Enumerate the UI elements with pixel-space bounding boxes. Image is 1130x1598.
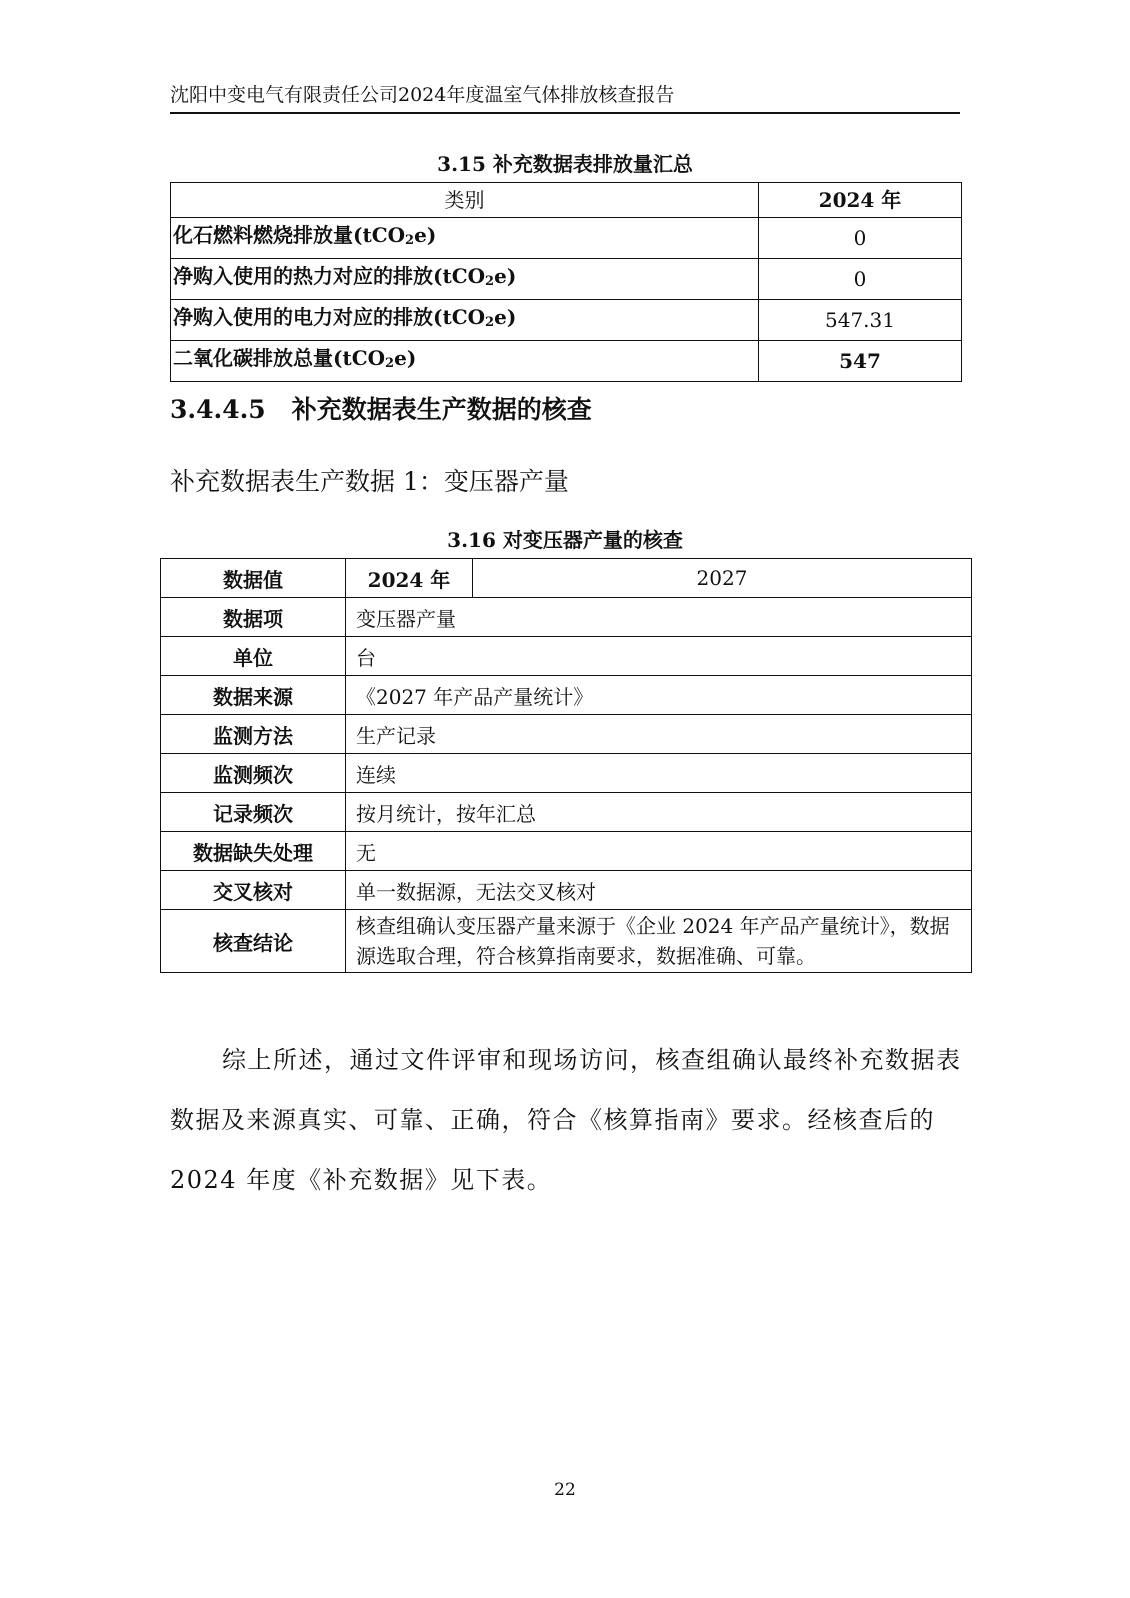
table-row	[171, 218, 962, 259]
row-label: 单位	[161, 637, 346, 676]
table-header-row	[171, 183, 962, 218]
table-row	[161, 832, 972, 871]
table-row	[161, 559, 972, 598]
table-row	[161, 715, 972, 754]
value-cell-total: 547	[759, 341, 962, 382]
value-cell: 单一数据源，无法交叉核对	[346, 871, 972, 910]
table-row-total	[171, 341, 962, 382]
section-heading	[170, 390, 592, 426]
page-header: 沈阳中变电气有限责任公司2024年度温室气体排放核查报告	[170, 82, 960, 114]
emission-summary-table	[170, 182, 962, 382]
row-label: 数据来源	[161, 676, 346, 715]
table-row	[161, 637, 972, 676]
section-number: 3.4.4.5	[170, 395, 266, 424]
column-header-category: 类别	[171, 183, 759, 218]
category-cell: 二氧化碳排放总量(tCO$_2$e)	[171, 341, 759, 382]
table-row	[161, 793, 972, 832]
table-row	[171, 300, 962, 341]
table-row	[171, 259, 962, 300]
table-row	[161, 871, 972, 910]
summary-paragraph: 综上所述，通过文件评审和现场访问，核查组确认最终补充数据表数据及来源真实、可靠、正确，符合《核算指南》要求。经核查后的 2024 年度《补充数据》见下表。	[170, 1046, 962, 1194]
page-number: 22	[554, 1480, 576, 1500]
value-cell: 0	[759, 218, 962, 259]
row-label: 监测方法	[161, 715, 346, 754]
value-cell: 变压器产量	[346, 598, 972, 637]
value-cell: 无	[346, 832, 972, 871]
row-label: 核查结论	[161, 910, 346, 973]
value-cell: 《2027 年产品产量统计》	[346, 676, 972, 715]
row-label: 记录频次	[161, 793, 346, 832]
value-cell: 0	[759, 259, 962, 300]
subsection-heading: 补充数据表生产数据 1：变压器产量	[170, 467, 569, 496]
category-cell: 化石燃料燃烧排放量(tCO$_2$e)	[171, 218, 759, 259]
production-verification-table	[160, 558, 972, 973]
row-label: 数据值	[161, 559, 346, 598]
row-label: 数据缺失处理	[161, 832, 346, 871]
table-row	[161, 598, 972, 637]
table-row	[161, 754, 972, 793]
row-label: 监测频次	[161, 754, 346, 793]
column-header-year: 2024 年	[759, 183, 962, 218]
year-cell: 2024 年	[346, 559, 473, 598]
row-label: 交叉核对	[161, 871, 346, 910]
table-2-caption: 3.16 对变压器产量的核查	[447, 528, 683, 552]
value-cell: 生产记录	[346, 715, 972, 754]
section-title: 补充数据表生产数据的核查	[291, 395, 592, 424]
conclusion-cell: 核查组确认变压器产量来源于《企业 2024 年产品产量统计》，数据源选取合理，符合核算指南要求，数据准确、可靠。	[346, 910, 972, 973]
value-cell: 按月统计，按年汇总	[346, 793, 972, 832]
value-cell: 台	[346, 637, 972, 676]
table-row	[161, 910, 972, 973]
table-row	[161, 676, 972, 715]
row-label: 数据项	[161, 598, 346, 637]
category-cell: 净购入使用的电力对应的排放(tCO$_2$e)	[171, 300, 759, 341]
value-cell: 连续	[346, 754, 972, 793]
value-cell: 2027	[473, 559, 972, 598]
category-cell: 净购入使用的热力对应的排放(tCO$_2$e)	[171, 259, 759, 300]
table-1-caption: 3.15 补充数据表排放量汇总	[437, 152, 693, 176]
value-cell: 547.31	[759, 300, 962, 341]
